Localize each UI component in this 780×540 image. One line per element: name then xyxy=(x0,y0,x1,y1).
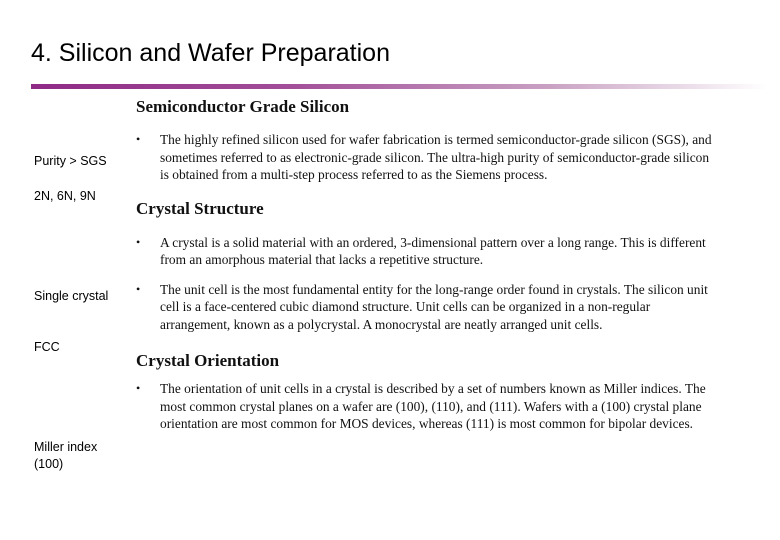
bullet-icon: • xyxy=(136,234,141,249)
bullet-item xyxy=(136,234,716,269)
bullet-text: The orientation of unit cells in a crystal is described by a set of numbers known as Miller indices. The most common crystal planes on a wafer are (100), (110), and (111). Wafers with a (100) crystal plane orientation are most common for MOS devices, whereas (111) is most common for bipolar devices. xyxy=(160,381,706,431)
slide-title: 4. Silicon and Wafer Preparation xyxy=(31,39,390,67)
bullet-text: The unit cell is the most fundamental entity for the long-range order found in crystals. The silicon unit cell is a face-centered cubic diamond structure. Unit cells can be organized in a non-regular arrangement, known as a polycrystal. A monocrystal are neatly arranged unit cells. xyxy=(160,281,708,332)
section-heading: Crystal Structure xyxy=(136,198,264,218)
bullet-item xyxy=(136,281,716,334)
side-note-grades: 2N, 6N, 9N xyxy=(34,189,96,203)
bullet-text: The highly refined silicon used for wafer fabrication is termed semiconductor-grade silicon (SGS), and sometimes referred to as electronic-grade silicon. The ultra-high purity of semiconductor-grade silicon is obtained from a multi-step process referred to as the Siemens process. xyxy=(160,132,712,182)
side-note-purity: Purity > SGS xyxy=(34,154,107,168)
bullet-icon: • xyxy=(136,132,141,146)
bullet-text: A crystal is a solid material with an ordered, 3-dimensional pattern over a long range. This is different from an amorphous material that lacks a repetitive structure. xyxy=(160,234,706,267)
section-heading: Semiconductor Grade Silicon xyxy=(136,97,350,116)
side-note-miller-index: Miller index xyxy=(34,440,98,454)
bullet-icon: • xyxy=(136,381,141,395)
title-divider xyxy=(31,84,766,89)
side-note-miller-100: (100) xyxy=(34,457,64,471)
section-heading: Crystal Orientation xyxy=(136,351,280,370)
slide-content xyxy=(136,96,716,433)
bullet-item xyxy=(136,131,716,184)
bullet-icon: • xyxy=(136,281,141,296)
bullet-item xyxy=(136,380,716,433)
side-note-single-crystal: Single crystal xyxy=(34,289,109,303)
side-note-fcc: FCC xyxy=(34,340,60,354)
